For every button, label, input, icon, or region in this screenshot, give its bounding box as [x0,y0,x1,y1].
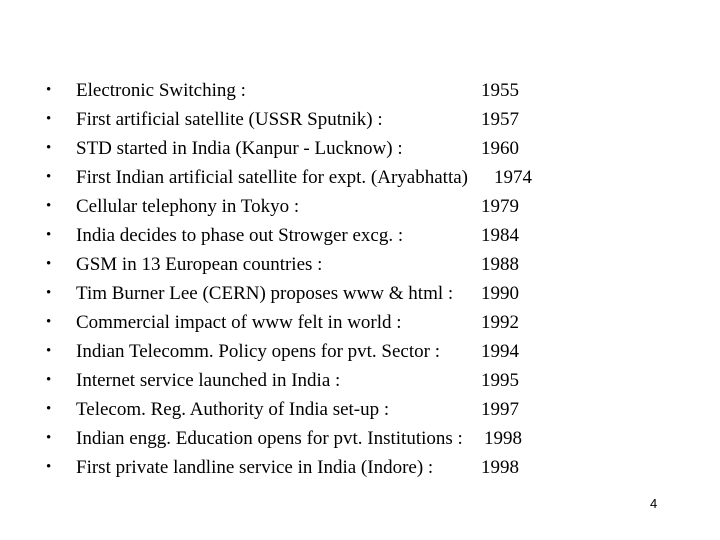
bullet-icon: • [46,169,52,185]
event-text: First private landline service in India (Indore) : [76,457,434,478]
event-text: Telecom. Reg. Authority of India set-up : [76,399,390,420]
bullet-icon: • [46,459,52,475]
bullet-icon: • [46,372,52,388]
event-year: 1995 [481,370,519,391]
event-year: 1997 [481,399,519,420]
bullet-icon: • [46,256,52,272]
bullet-icon: • [46,140,52,156]
bullet-icon: • [46,198,52,214]
bullet-icon: • [46,401,52,417]
bullet-icon: • [46,82,52,98]
bullet-icon: • [46,227,52,243]
bullet-icon: • [46,285,52,301]
event-year: 1992 [481,312,519,333]
event-text: Electronic Switching : [76,80,246,101]
event-year: 1960 [481,138,519,159]
event-text: First artificial satellite (USSR Sputnik) : [76,109,383,130]
event-year: 1988 [481,254,519,275]
bullet-icon: • [46,111,52,127]
event-text: First Indian artificial satellite for expt. (Aryabhatta) [76,167,468,188]
event-year: 1957 [481,109,519,130]
event-year: 1994 [481,341,519,362]
event-year: 1984 [481,225,519,246]
bullet-icon: • [46,314,52,330]
event-text: STD started in India (Kanpur - Lucknow) : [76,138,403,159]
bullet-icon: • [46,343,52,359]
event-year: 1998 [481,457,519,478]
event-text: Internet service launched in India : [76,370,341,391]
event-text: Tim Burner Lee (CERN) proposes www & html : [76,283,454,304]
event-year: 1979 [481,196,519,217]
event-text: India decides to phase out Strowger excg. : [76,225,404,246]
event-year: 1974 [494,167,532,188]
event-year: 1955 [481,80,519,101]
event-text: GSM in 13 European countries : [76,254,323,275]
event-year: 1998 [484,428,522,449]
event-text: Cellular telephony in Tokyo : [76,196,300,217]
event-year: 1990 [481,283,519,304]
event-text: Indian Telecomm. Policy opens for pvt. Sector : [76,341,440,362]
bullet-icon: • [46,430,52,446]
page-number: 4 [650,496,658,511]
event-text: Commercial impact of www felt in world : [76,312,402,333]
event-text: Indian engg. Education opens for pvt. Institutions : [76,428,463,449]
